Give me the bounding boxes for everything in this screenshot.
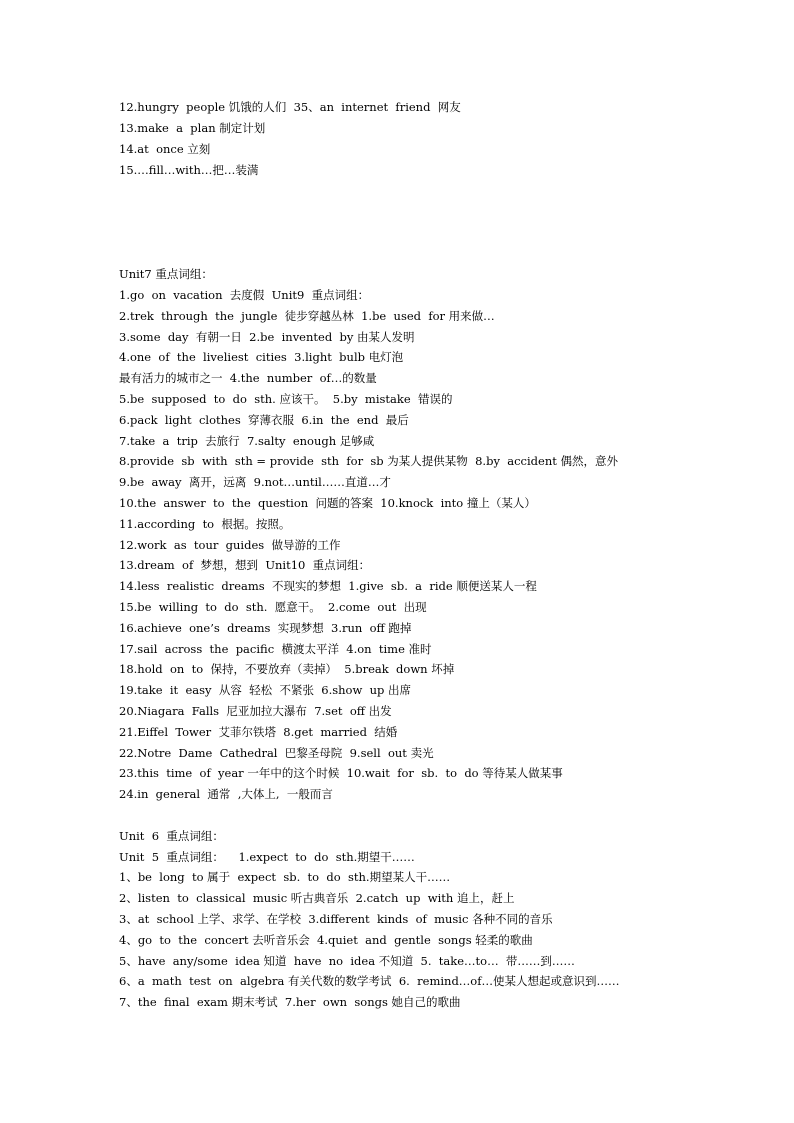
text-line: 19.take it easy 从容 轻松 不紧张 6.show up 出席 bbox=[119, 683, 412, 697]
text-line: 13.dream of 梦想，想到 Unit10 重点词组： bbox=[119, 558, 371, 572]
text-line: 2、listen to classical music 听古典音乐 2.catch up with 追上，赶上 bbox=[119, 891, 515, 905]
text-line: 11.according to 根据。按照。 bbox=[119, 517, 291, 531]
text-line: 9.be away 离开，远离 9.not…until……直道…才 bbox=[119, 475, 391, 489]
text-line: 20.Niagara Falls 尼亚加拉大瀑布 7.set off 出发 bbox=[119, 704, 392, 718]
text-line: 6、a math test on algebra 有关代数的数学考试 6. remind…of…使某人想起或意识到…… bbox=[119, 974, 620, 988]
text-line: 13.make a plan 制定计划 bbox=[119, 121, 266, 135]
text-line: 5.be supposed to do sth. 应该干。 5.by mistake 错误的 bbox=[119, 392, 453, 406]
text-line: 7、the final exam 期末考试 7.her own songs 她自己的歌曲 bbox=[119, 995, 461, 1009]
text-line: 3、at school 上学、求学、在学校 3.different kinds of music 各种不同的音乐 bbox=[119, 912, 553, 926]
text-line: Unit 5 重点词组： 1.expect to do sth.期望干…… bbox=[119, 850, 415, 864]
text-line: 2.trek through the jungle 徒步穿越丛林 1.be used for 用来做… bbox=[119, 309, 495, 323]
text-line: 4.one of the liveliest cities 3.light bulb 电灯泡 bbox=[119, 350, 404, 364]
text-line: 15.…fill…with…把…装满 bbox=[119, 163, 259, 177]
text-line: 4、go to the concert 去听音乐会 4.quiet and gentle songs 轻柔的歌曲 bbox=[119, 933, 533, 947]
text-line: 10.the answer to the question 问题的答案 10.knock into 撞上（某人） bbox=[119, 496, 536, 510]
text-line: 22.Notre Dame Cathedral 巴黎圣母院 9.sell out 卖光 bbox=[119, 746, 434, 760]
text-line: 14.at once 立刻 bbox=[119, 142, 211, 156]
text-line: 8.provide sb with sth = provide sth for sb 为某人提供某物 8.by accident 偶然，意外 bbox=[119, 454, 619, 468]
text-line: 1.go on vacation 去度假 Unit9 重点词组： bbox=[119, 288, 370, 302]
text-line: 最有活力的城市之一 4.the number of…的数量 bbox=[119, 371, 377, 385]
section-heading: Unit 6 重点词组： bbox=[119, 829, 224, 843]
text-line: 23.this time of year 一年中的这个时候 10.wait for sb. to do 等待某人做某事 bbox=[119, 766, 563, 780]
text-line: 12.work as tour guides 做导游的工作 bbox=[119, 538, 341, 552]
text-line: 17.sail across the pacific 横渡太平洋 4.on time 准时 bbox=[119, 642, 432, 656]
section-heading: Unit7 重点词组： bbox=[119, 267, 213, 281]
text-line: 18.hold on to 保持，不要放弃（卖掉） 5.break down 坏掉 bbox=[119, 662, 455, 676]
text-line: 14.less realistic dreams 不现实的梦想 1.give sb. a ride 顺便送某人一程 bbox=[119, 579, 537, 593]
text-line: 6.pack light clothes 穿薄衣服 6.in the end 最后 bbox=[119, 413, 409, 427]
text-line: 24.in general 通常 ,大体上, 一般而言 bbox=[119, 787, 333, 801]
text-line: 7.take a trip 去旅行 7.salty enough 足够咸 bbox=[119, 434, 375, 448]
text-line: 16.achieve one’s dreams 实现梦想 3.run off 跑掉 bbox=[119, 621, 412, 635]
text-line: 5、have any/some idea 知道 have no idea 不知道 5. take…to… 带……到…… bbox=[119, 954, 575, 968]
text-line: 12.hungry people 饥饿的人们 35、an internet friend 网友 bbox=[119, 100, 461, 114]
text-line: 21.Eiffel Tower 艾菲尔铁塔 8.get married 结婚 bbox=[119, 725, 398, 739]
text-line: 3.some day 有朝一日 2.be invented by 由某人发明 bbox=[119, 330, 415, 344]
text-line: 15.be willing to do sth. 愿意干。 2.come out 出现 bbox=[119, 600, 427, 614]
text-line: 1、be long to 属于 expect sb. to do sth.期望某人干…… bbox=[119, 870, 451, 884]
